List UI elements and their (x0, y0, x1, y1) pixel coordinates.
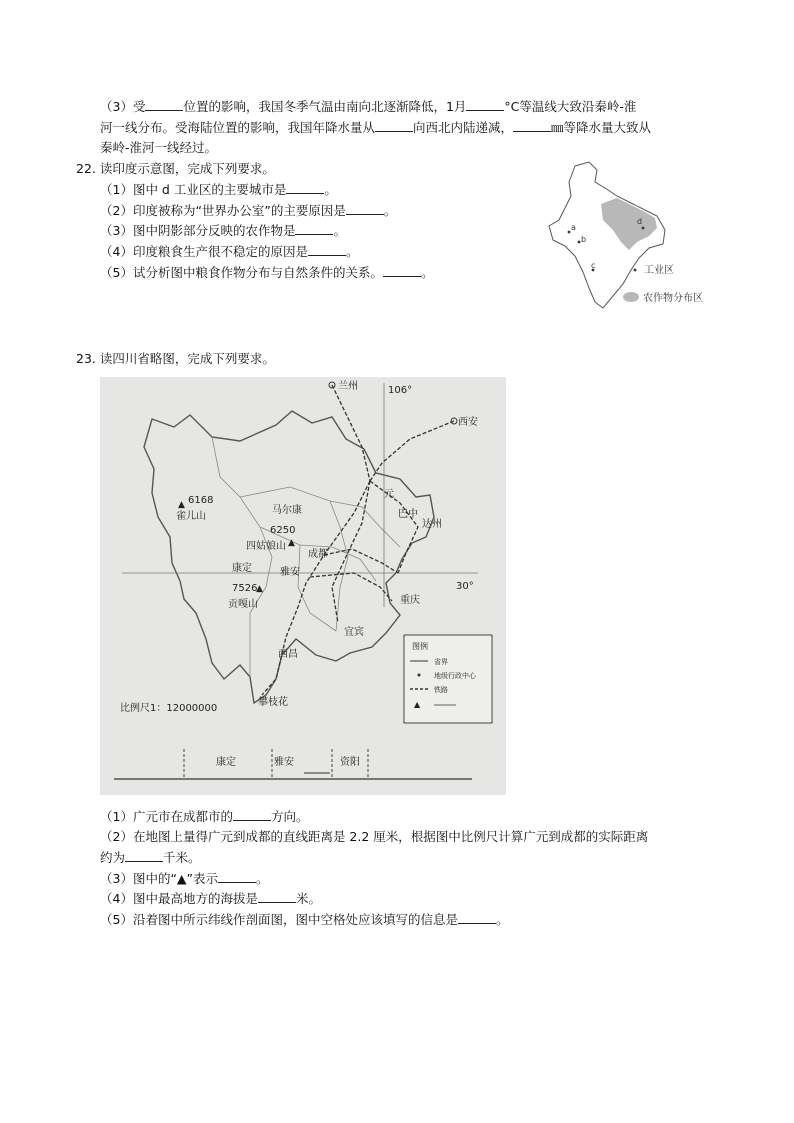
peak-icon: ▲ (178, 500, 185, 510)
peak-icon: ▲ (256, 584, 263, 594)
sichuan-map (100, 377, 506, 795)
city-bazhong: 巴中 (398, 509, 418, 520)
q22-title: 22. 读印度示意图，完成下列要求。 (76, 161, 275, 176)
answer-blank[interactable] (125, 849, 163, 862)
city-maerkang: 马尔康 (272, 505, 302, 516)
city-dazhou: 达州 (422, 519, 442, 530)
city-panzhihua: 攀枝花 (258, 697, 288, 708)
answer-blank[interactable] (286, 181, 324, 194)
legend-peak-icon: ▲ (414, 700, 421, 709)
legend-railway: 铁路 (434, 686, 448, 694)
legend-industry: 工业区 (644, 265, 674, 276)
legend-crop-swatch (623, 292, 639, 302)
answer-blank[interactable] (375, 119, 413, 132)
peak2-name: 四姑娘山 (246, 541, 286, 552)
profile-kangding: 康定 (216, 757, 236, 768)
answer-blank[interactable] (308, 243, 346, 256)
peak3-name: 贡嘎山 (228, 599, 258, 610)
legend-title: 图例 (412, 642, 428, 651)
india-map (545, 160, 725, 315)
peak2-height: 6250 (270, 525, 296, 536)
q21-3-line1: （3）受 位置的影响，我国冬季气温由南向北逐渐降低，1月 °C等温线大致沿秦岭-淮 (100, 99, 637, 114)
q23-item-4: （4）图中最高地方的海拔是 米。 (100, 891, 321, 906)
answer-blank[interactable] (346, 202, 384, 215)
answer-blank[interactable] (383, 264, 421, 277)
q23-item-1: （1）广元市在成都市的 方向。 (100, 809, 309, 824)
legend-industry-dot (634, 269, 637, 272)
city-xichang: 西昌 (278, 649, 298, 660)
industry-point-d (642, 227, 645, 230)
q23-item-5: （5）沿着图中所示纬线作剖面图，图中空格处应该填写的信息是 。 (100, 912, 509, 927)
legend-admin-center: 地级行政中心 (434, 672, 476, 680)
q22-item-4: （4）印度粮食生产很不稳定的原因是 。 (100, 244, 359, 259)
q21-3-line2: 河一线分布。受海陆位置的影响，我国年降水量从 向西北内陆递减， ㎜等降水量大致从 (100, 120, 652, 135)
answer-blank[interactable] (145, 98, 183, 111)
peak-icon: ▲ (288, 538, 295, 548)
peak1-height: 6168 (188, 495, 214, 506)
scale-label: 比例尺1：12000000 (120, 703, 218, 714)
q23-item-2-cont: 约为 千米。 (100, 850, 201, 865)
peak1-name: 雀儿山 (176, 511, 206, 522)
answer-blank[interactable] (233, 808, 271, 821)
legend-boundary: 省界 (434, 658, 448, 666)
city-yaan: 雅安 (280, 567, 300, 578)
city-yibin: 宜宾 (344, 627, 364, 638)
longitude-label: 106° (388, 385, 413, 396)
q21-3-line3: 秦岭-淮河一线经过。 (100, 140, 218, 155)
profile-yaan: 雅安 (274, 757, 294, 768)
q23-item-2: （2）在地图上量得广元到成都的直线距离是 2.2 厘米，根据图中比例尺计算广元到成都的实际距离 (100, 829, 649, 844)
map-label-b: b (581, 235, 587, 244)
city-kangding: 康定 (232, 563, 252, 574)
city-lanzhou: 兰州 (338, 381, 358, 392)
industry-point-b (578, 241, 581, 244)
map-label-d: d (637, 217, 643, 226)
map-legend (404, 635, 492, 723)
answer-blank[interactable] (458, 911, 496, 924)
map-label-a: a (571, 223, 576, 232)
q22-item-5: （5）试分析图中粮食作物分布与自然条件的关系。 。 (100, 265, 434, 280)
city-chengdu: 成都 (308, 549, 328, 560)
q22-item-1: （1）图中 d 工业区的主要城市是 。 (100, 182, 337, 197)
latitude-label: 30° (456, 581, 474, 592)
answer-blank[interactable] (218, 870, 256, 883)
map-label-c: c (591, 261, 596, 270)
answer-blank[interactable] (466, 98, 504, 111)
profile-ziyang: 资阳 (340, 757, 360, 768)
city-chongqing: 重庆 (400, 595, 420, 606)
q23-title: 23. 读四川省略图，完成下列要求。 (76, 351, 275, 366)
q22-item-3: （3）图中阴影部分反映的农作物是 。 (100, 223, 346, 238)
answer-blank[interactable] (258, 890, 296, 903)
q23-item-3: （3）图中的“▲”表示 。 (100, 871, 269, 886)
city-xian: 西安 (458, 417, 478, 428)
legend-crop: 农作物分布区 (643, 293, 703, 304)
peak3-height: 7526 (232, 583, 258, 594)
industry-point-a (568, 231, 571, 234)
city-guangyuan: 元 (384, 489, 394, 500)
q22-item-2: （2）印度被称为“世界办公室”的主要原因是 。 (100, 203, 397, 218)
answer-blank[interactable] (295, 222, 333, 235)
answer-blank[interactable] (513, 119, 551, 132)
